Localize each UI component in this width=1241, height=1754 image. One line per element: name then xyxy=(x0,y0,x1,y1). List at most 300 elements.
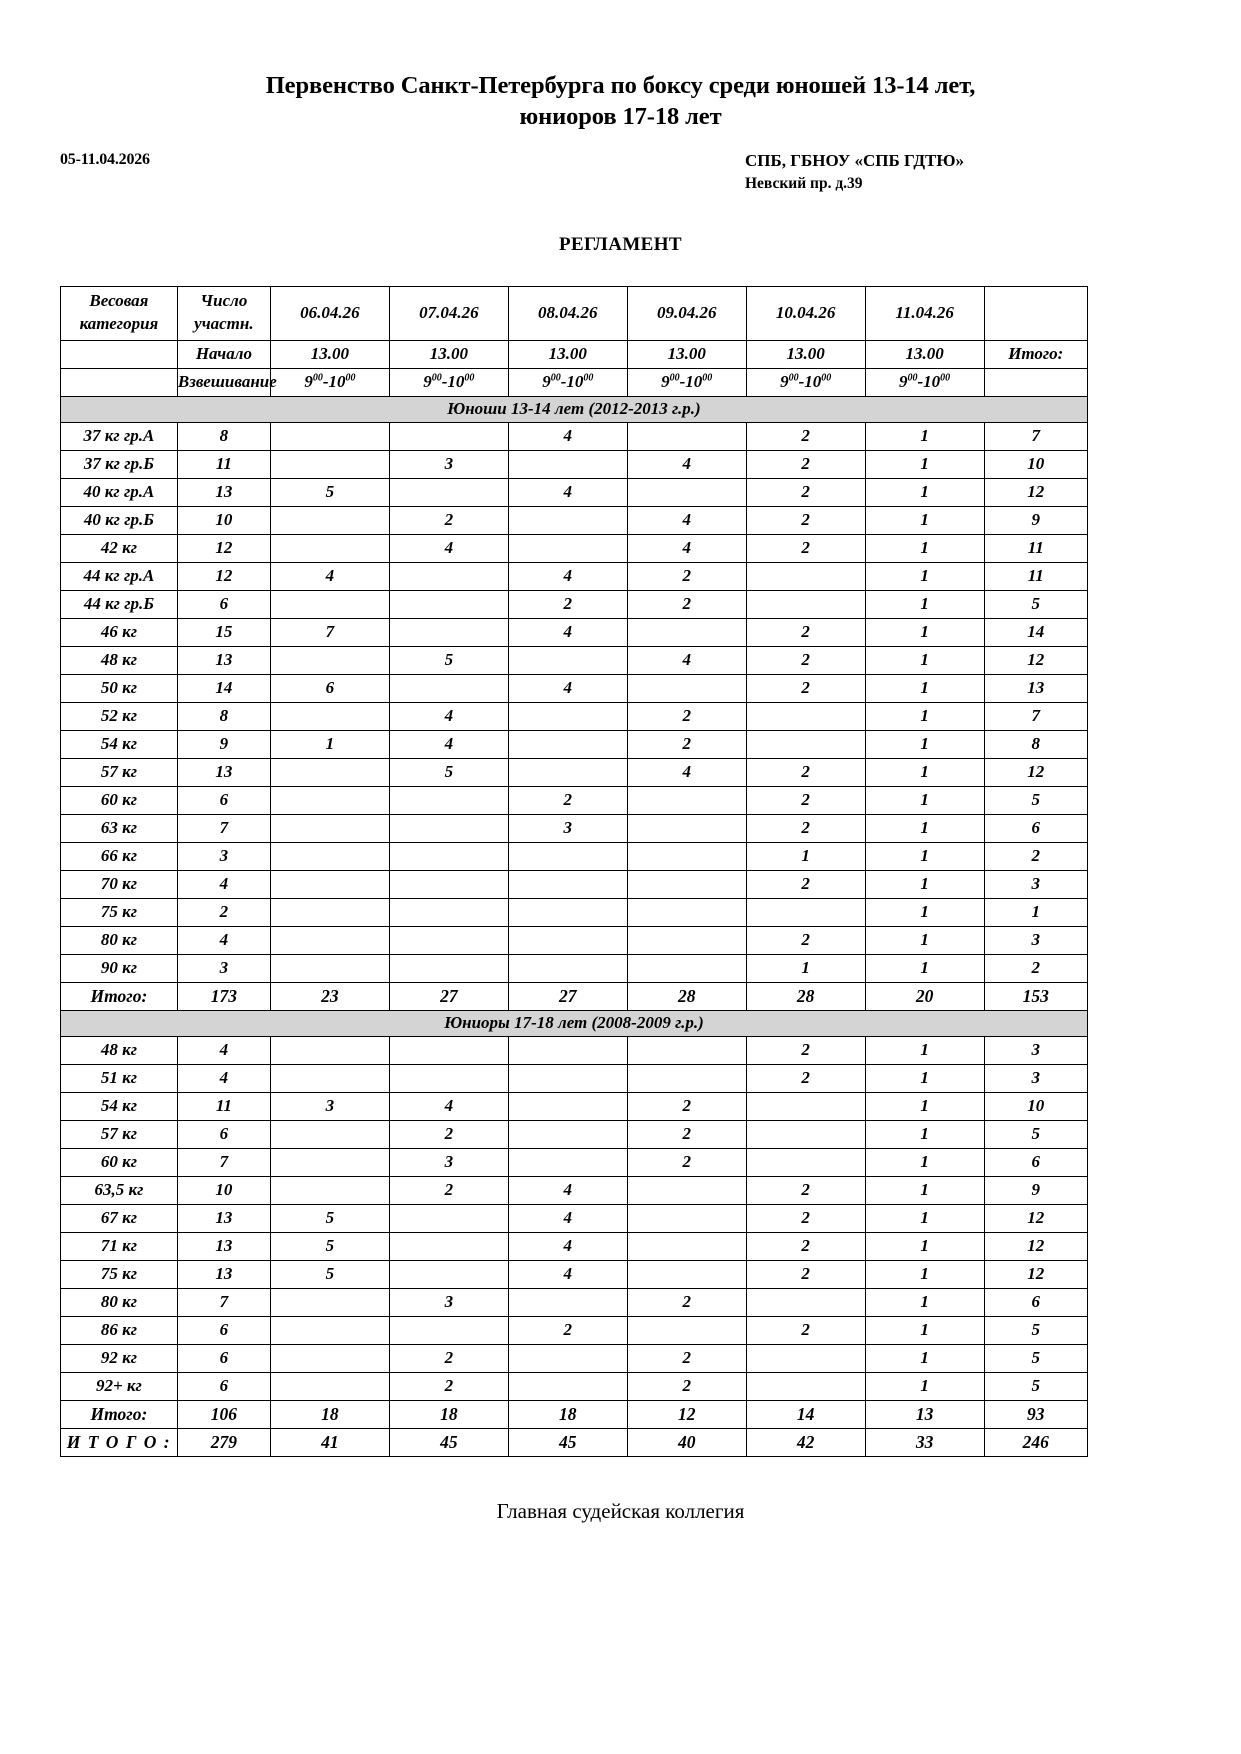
grand-total-row xyxy=(61,1428,1088,1456)
weight-category: 48 кг xyxy=(61,646,178,674)
bouts-day-4 xyxy=(627,898,746,926)
bouts-day-1 xyxy=(270,786,389,814)
title-line-1: Первенство Санкт-Петербурга по боксу среди юношей 13-14 лет, xyxy=(265,72,976,99)
participant-count: 13 xyxy=(177,1232,270,1260)
weight-category: 92 кг xyxy=(61,1344,178,1372)
grand-total-day-6: 33 xyxy=(865,1428,984,1456)
bouts-day-1: 3 xyxy=(270,1092,389,1120)
participant-count: 6 xyxy=(177,786,270,814)
bouts-day-6: 1 xyxy=(865,1148,984,1176)
bouts-day-5: 2 xyxy=(746,1036,865,1064)
participant-count: 11 xyxy=(177,450,270,478)
table-row xyxy=(61,478,1088,506)
table-row xyxy=(61,870,1088,898)
weigh-time-day-3: $9^{00}-10^{00}$ xyxy=(508,368,627,396)
column-header-day-4: 09.04.26 xyxy=(627,286,746,340)
row-total: 6 xyxy=(984,1288,1087,1316)
weight-category: 71 кг xyxy=(61,1232,178,1260)
row-total: 5 xyxy=(984,1372,1087,1400)
schedule-table xyxy=(60,286,1088,1457)
section-header-row xyxy=(61,396,1088,422)
bouts-day-3 xyxy=(508,730,627,758)
bouts-day-4: 4 xyxy=(627,646,746,674)
bouts-day-2: 3 xyxy=(389,450,508,478)
bouts-day-5: 2 xyxy=(746,1316,865,1344)
bouts-day-4 xyxy=(627,1176,746,1204)
bouts-day-2: 5 xyxy=(389,646,508,674)
bouts-day-5: 2 xyxy=(746,506,865,534)
table-row xyxy=(61,1148,1088,1176)
bouts-day-4 xyxy=(627,478,746,506)
start-time-day-4: 13.00 xyxy=(627,340,746,368)
participant-count: 3 xyxy=(177,954,270,982)
participant-count: 13 xyxy=(177,1260,270,1288)
bouts-day-5 xyxy=(746,1148,865,1176)
section-total-day-4: 28 xyxy=(627,982,746,1010)
bouts-day-2: 4 xyxy=(389,730,508,758)
weight-category: 54 кг xyxy=(61,1092,178,1120)
participant-count: 12 xyxy=(177,562,270,590)
table-row xyxy=(61,1232,1088,1260)
grand-total-day-4: 40 xyxy=(627,1428,746,1456)
weight-category: 54 кг xyxy=(61,730,178,758)
row-total: 5 xyxy=(984,1344,1087,1372)
row-total: 5 xyxy=(984,590,1087,618)
table-row xyxy=(61,842,1088,870)
weight-category: 86 кг xyxy=(61,1316,178,1344)
weigh-time-day-6: $9^{00}-10^{00}$ xyxy=(865,368,984,396)
column-header-day-6: 11.04.26 xyxy=(865,286,984,340)
bouts-day-6: 1 xyxy=(865,450,984,478)
bouts-day-5 xyxy=(746,1344,865,1372)
weight-category: 66 кг xyxy=(61,842,178,870)
weight-category: 90 кг xyxy=(61,954,178,982)
bouts-day-6: 1 xyxy=(865,562,984,590)
start-time-row xyxy=(61,340,1088,368)
bouts-day-2 xyxy=(389,842,508,870)
section-title: Юноши 13-14 лет (2012-2013 г.р.) xyxy=(61,396,1088,422)
bouts-day-5: 2 xyxy=(746,870,865,898)
start-time-day-1: 13.00 xyxy=(270,340,389,368)
bouts-day-1 xyxy=(270,702,389,730)
row-total: 11 xyxy=(984,562,1087,590)
bouts-day-3 xyxy=(508,1372,627,1400)
row-total: 5 xyxy=(984,1120,1087,1148)
column-header-total: Итого: xyxy=(984,340,1087,368)
section-total-day-2: 18 xyxy=(389,1400,508,1428)
weight-category: 44 кг гр.Б xyxy=(61,590,178,618)
bouts-day-1: 5 xyxy=(270,1232,389,1260)
start-time-day-6: 13.00 xyxy=(865,340,984,368)
bouts-day-1 xyxy=(270,954,389,982)
section-total-day-6: 13 xyxy=(865,1400,984,1428)
weigh-time-day-1: $9^{00}-10^{00}$ xyxy=(270,368,389,396)
bouts-day-2: 3 xyxy=(389,1288,508,1316)
row-total: 12 xyxy=(984,1260,1087,1288)
bouts-day-1 xyxy=(270,1036,389,1064)
table-row xyxy=(61,1288,1088,1316)
bouts-day-2 xyxy=(389,814,508,842)
bouts-day-6: 1 xyxy=(865,1316,984,1344)
section-total-day-5: 14 xyxy=(746,1400,865,1428)
table-header-row xyxy=(61,286,1088,340)
row-total: 7 xyxy=(984,702,1087,730)
bouts-day-3 xyxy=(508,758,627,786)
section-title: Юниоры 17-18 лет (2008-2009 г.р.) xyxy=(61,1010,1088,1036)
row-total: 12 xyxy=(984,1232,1087,1260)
weigh-time-day-4: $9^{00}-10^{00}$ xyxy=(627,368,746,396)
bouts-day-2 xyxy=(389,1064,508,1092)
weight-category: 80 кг xyxy=(61,926,178,954)
bouts-day-6: 1 xyxy=(865,674,984,702)
bouts-day-6: 1 xyxy=(865,478,984,506)
bouts-day-1 xyxy=(270,1064,389,1092)
bouts-day-1 xyxy=(270,814,389,842)
start-row-label: Начало xyxy=(177,340,270,368)
bouts-day-5: 2 xyxy=(746,926,865,954)
participant-count: 7 xyxy=(177,814,270,842)
bouts-day-2 xyxy=(389,870,508,898)
grand-total-label: И Т О Г О : xyxy=(61,1428,178,1456)
bouts-day-1 xyxy=(270,534,389,562)
bouts-day-6: 1 xyxy=(865,618,984,646)
bouts-day-4: 2 xyxy=(627,590,746,618)
bouts-day-1 xyxy=(270,590,389,618)
bouts-day-5: 2 xyxy=(746,478,865,506)
participant-count: 8 xyxy=(177,702,270,730)
bouts-day-6: 1 xyxy=(865,506,984,534)
table-row xyxy=(61,1036,1088,1064)
bouts-day-1 xyxy=(270,1288,389,1316)
section-total-sum: 153 xyxy=(984,982,1087,1010)
bouts-day-6: 1 xyxy=(865,898,984,926)
bouts-day-4: 2 xyxy=(627,730,746,758)
bouts-day-4: 2 xyxy=(627,1092,746,1120)
bouts-day-5: 1 xyxy=(746,954,865,982)
bouts-day-5 xyxy=(746,1120,865,1148)
bouts-day-5 xyxy=(746,702,865,730)
bouts-day-5: 2 xyxy=(746,450,865,478)
bouts-day-4 xyxy=(627,870,746,898)
section-total-day-2: 27 xyxy=(389,982,508,1010)
participant-count: 4 xyxy=(177,1064,270,1092)
bouts-day-3 xyxy=(508,926,627,954)
bouts-day-4: 2 xyxy=(627,1148,746,1176)
bouts-day-2 xyxy=(389,786,508,814)
weight-category: 63,5 кг xyxy=(61,1176,178,1204)
table-row xyxy=(61,1064,1088,1092)
signature-line: Главная судейская коллегия xyxy=(496,1498,745,1523)
bouts-day-3: 4 xyxy=(508,618,627,646)
row-total: 8 xyxy=(984,730,1087,758)
bouts-day-4 xyxy=(627,926,746,954)
bouts-day-4 xyxy=(627,1204,746,1232)
participant-count: 4 xyxy=(177,926,270,954)
bouts-day-6: 1 xyxy=(865,422,984,450)
row-total: 1 xyxy=(984,898,1087,926)
table-row xyxy=(61,1204,1088,1232)
document-kind: РЕГЛАМЕНТ xyxy=(558,233,683,255)
row-total: 12 xyxy=(984,1204,1087,1232)
table-row xyxy=(61,814,1088,842)
start-time-day-5: 13.00 xyxy=(746,340,865,368)
table-row xyxy=(61,926,1088,954)
bouts-day-4: 4 xyxy=(627,506,746,534)
bouts-day-4 xyxy=(627,786,746,814)
bouts-day-1 xyxy=(270,926,389,954)
bouts-day-6: 1 xyxy=(865,1120,984,1148)
weight-category: 52 кг xyxy=(61,702,178,730)
bouts-day-5 xyxy=(746,590,865,618)
participant-count: 13 xyxy=(177,758,270,786)
weight-category: 46 кг xyxy=(61,618,178,646)
table-row xyxy=(61,646,1088,674)
table-row xyxy=(61,786,1088,814)
participant-count: 6 xyxy=(177,1316,270,1344)
section-total-day-1: 18 xyxy=(270,1400,389,1428)
venue-address: Невский пр. д.39 xyxy=(745,175,863,193)
table-row xyxy=(61,1092,1088,1120)
bouts-day-4: 2 xyxy=(627,1120,746,1148)
weigh-row-blank xyxy=(61,368,178,396)
row-total: 14 xyxy=(984,618,1087,646)
participant-count: 14 xyxy=(177,674,270,702)
bouts-day-2 xyxy=(389,1204,508,1232)
grand-total-day-3: 45 xyxy=(508,1428,627,1456)
row-total: 3 xyxy=(984,870,1087,898)
bouts-day-4: 2 xyxy=(627,1344,746,1372)
bouts-day-1 xyxy=(270,870,389,898)
participant-count: 6 xyxy=(177,1120,270,1148)
bouts-day-2 xyxy=(389,954,508,982)
bouts-day-1 xyxy=(270,842,389,870)
bouts-day-3: 4 xyxy=(508,674,627,702)
table-row xyxy=(61,506,1088,534)
section-total-sum: 93 xyxy=(984,1400,1087,1428)
bouts-day-2 xyxy=(389,1316,508,1344)
weight-category: 37 кг гр.А xyxy=(61,422,178,450)
bouts-day-5: 2 xyxy=(746,1204,865,1232)
section-total-label: Итого: xyxy=(61,982,178,1010)
bouts-day-6: 1 xyxy=(865,1344,984,1372)
row-total: 7 xyxy=(984,422,1087,450)
bouts-day-4: 2 xyxy=(627,1288,746,1316)
weight-category: 63 кг xyxy=(61,814,178,842)
bouts-day-3: 2 xyxy=(508,786,627,814)
table-row xyxy=(61,1176,1088,1204)
weight-category: 44 кг гр.А xyxy=(61,562,178,590)
bouts-day-6: 1 xyxy=(865,1232,984,1260)
bouts-day-6: 1 xyxy=(865,1092,984,1120)
bouts-day-2: 3 xyxy=(389,1148,508,1176)
bouts-day-3: 4 xyxy=(508,1204,627,1232)
grand-total-day-2: 45 xyxy=(389,1428,508,1456)
bouts-day-2: 2 xyxy=(389,1372,508,1400)
bouts-day-2 xyxy=(389,1232,508,1260)
bouts-day-2 xyxy=(389,562,508,590)
bouts-day-2: 2 xyxy=(389,1176,508,1204)
table-row xyxy=(61,1260,1088,1288)
bouts-day-3 xyxy=(508,870,627,898)
title-line-2: юниоров 17-18 лет xyxy=(519,103,722,131)
bouts-day-3 xyxy=(508,702,627,730)
bouts-day-3 xyxy=(508,534,627,562)
table-row xyxy=(61,590,1088,618)
section-total-day-6: 20 xyxy=(865,982,984,1010)
section-header-row xyxy=(61,1010,1088,1036)
bouts-day-4 xyxy=(627,618,746,646)
bouts-day-4: 4 xyxy=(627,450,746,478)
bouts-day-1 xyxy=(270,422,389,450)
participant-count: 10 xyxy=(177,506,270,534)
bouts-day-3 xyxy=(508,1344,627,1372)
bouts-day-3: 4 xyxy=(508,1176,627,1204)
bouts-day-2 xyxy=(389,590,508,618)
participant-count: 12 xyxy=(177,534,270,562)
bouts-day-2: 4 xyxy=(389,534,508,562)
weighing-row xyxy=(61,368,1088,396)
section-total-row xyxy=(61,982,1088,1010)
weight-category: 75 кг xyxy=(61,1260,178,1288)
column-header-count: Число участн. xyxy=(177,286,270,340)
bouts-day-2: 2 xyxy=(389,1344,508,1372)
section-total-day-3: 18 xyxy=(508,1400,627,1428)
column-header-day-2: 07.04.26 xyxy=(389,286,508,340)
row-total: 6 xyxy=(984,814,1087,842)
bouts-day-5 xyxy=(746,730,865,758)
venue-block xyxy=(390,149,1181,196)
table-row xyxy=(61,758,1088,786)
participant-count: 7 xyxy=(177,1148,270,1176)
bouts-day-1 xyxy=(270,1316,389,1344)
bouts-day-3: 2 xyxy=(508,590,627,618)
row-total: 12 xyxy=(984,646,1087,674)
grand-total-day-5: 42 xyxy=(746,1428,865,1456)
grand-total-count: 279 xyxy=(177,1428,270,1456)
row-total: 13 xyxy=(984,674,1087,702)
participant-count: 4 xyxy=(177,1036,270,1064)
bouts-day-6: 1 xyxy=(865,1176,984,1204)
section-total-count: 106 xyxy=(177,1400,270,1428)
bouts-day-5: 2 xyxy=(746,646,865,674)
bouts-day-4 xyxy=(627,842,746,870)
column-header-category: Весовая категория xyxy=(61,286,178,340)
bouts-day-6: 1 xyxy=(865,814,984,842)
row-total: 10 xyxy=(984,450,1087,478)
bouts-day-5: 2 xyxy=(746,618,865,646)
bouts-day-3: 4 xyxy=(508,478,627,506)
weight-category: 70 кг xyxy=(61,870,178,898)
table-row xyxy=(61,898,1088,926)
bouts-day-6: 1 xyxy=(865,786,984,814)
table-row xyxy=(61,702,1088,730)
row-total: 2 xyxy=(984,842,1087,870)
bouts-day-5: 2 xyxy=(746,786,865,814)
section-total-day-5: 28 xyxy=(746,982,865,1010)
bouts-day-3 xyxy=(508,506,627,534)
table-row xyxy=(61,954,1088,982)
participant-count: 13 xyxy=(177,646,270,674)
bouts-day-2: 2 xyxy=(389,506,508,534)
bouts-day-2: 4 xyxy=(389,1092,508,1120)
bouts-day-2 xyxy=(389,674,508,702)
grand-total-day-1: 41 xyxy=(270,1428,389,1456)
row-total: 9 xyxy=(984,1176,1087,1204)
bouts-day-5: 2 xyxy=(746,814,865,842)
bouts-day-1 xyxy=(270,1176,389,1204)
bouts-day-1 xyxy=(270,506,389,534)
bouts-day-5 xyxy=(746,898,865,926)
bouts-day-3 xyxy=(508,1092,627,1120)
participant-count: 2 xyxy=(177,898,270,926)
bouts-day-5: 2 xyxy=(746,534,865,562)
weight-category: 40 кг гр.А xyxy=(61,478,178,506)
bouts-day-5: 2 xyxy=(746,1064,865,1092)
bouts-day-2 xyxy=(389,422,508,450)
bouts-day-1: 7 xyxy=(270,618,389,646)
bouts-day-3: 4 xyxy=(508,1260,627,1288)
bouts-day-5: 2 xyxy=(746,1260,865,1288)
bouts-day-6: 1 xyxy=(865,758,984,786)
venue-organization: СПБ, ГБНОУ «СПБ ГДТЮ» xyxy=(745,150,964,170)
bouts-day-5 xyxy=(746,1092,865,1120)
bouts-day-2: 4 xyxy=(389,702,508,730)
bouts-day-3 xyxy=(508,954,627,982)
bouts-day-6: 1 xyxy=(865,590,984,618)
bouts-day-4 xyxy=(627,1232,746,1260)
bouts-day-3: 2 xyxy=(508,1316,627,1344)
row-total: 5 xyxy=(984,1316,1087,1344)
participant-count: 6 xyxy=(177,1372,270,1400)
participant-count: 10 xyxy=(177,1176,270,1204)
grand-total-sum: 246 xyxy=(984,1428,1087,1456)
table-row xyxy=(61,730,1088,758)
row-total: 6 xyxy=(984,1148,1087,1176)
table-row xyxy=(61,422,1088,450)
row-total: 3 xyxy=(984,926,1087,954)
bouts-day-5: 2 xyxy=(746,1232,865,1260)
bouts-day-5 xyxy=(746,562,865,590)
bouts-day-2 xyxy=(389,1260,508,1288)
weight-category: 57 кг xyxy=(61,1120,178,1148)
weigh-row-total-blank xyxy=(984,368,1087,396)
page-title xyxy=(181,70,1061,133)
bouts-day-4 xyxy=(627,814,746,842)
bouts-day-5: 2 xyxy=(746,674,865,702)
participant-count: 6 xyxy=(177,590,270,618)
weight-category: 48 кг xyxy=(61,1036,178,1064)
bouts-day-3 xyxy=(508,1036,627,1064)
bouts-day-6: 1 xyxy=(865,1064,984,1092)
table-row xyxy=(61,1316,1088,1344)
bouts-day-4 xyxy=(627,1260,746,1288)
row-total: 3 xyxy=(984,1036,1087,1064)
row-total: 2 xyxy=(984,954,1087,982)
bouts-day-4 xyxy=(627,954,746,982)
bouts-day-6: 1 xyxy=(865,926,984,954)
bouts-day-3: 3 xyxy=(508,814,627,842)
bouts-day-1 xyxy=(270,758,389,786)
row-total: 11 xyxy=(984,534,1087,562)
row-total: 12 xyxy=(984,758,1087,786)
event-dates: 05-11.04.2026 xyxy=(60,150,150,168)
bouts-day-3 xyxy=(508,1288,627,1316)
bouts-day-3 xyxy=(508,1064,627,1092)
meta-row xyxy=(60,149,1181,196)
bouts-day-6: 1 xyxy=(865,1204,984,1232)
bouts-day-1: 5 xyxy=(270,1204,389,1232)
bouts-day-1 xyxy=(270,450,389,478)
